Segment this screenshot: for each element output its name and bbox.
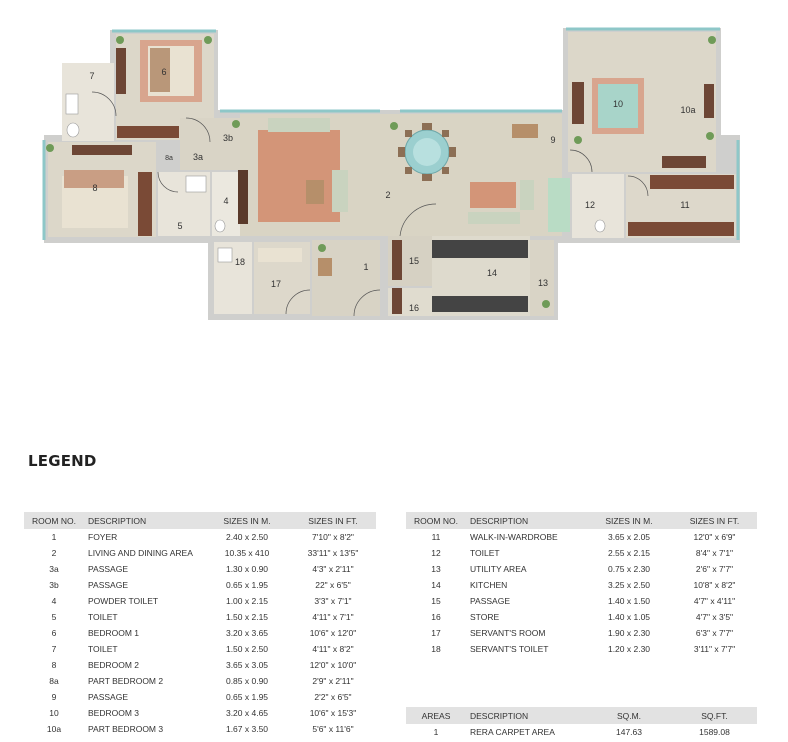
cell-size-ft: 4'11" x 7'1" (312, 612, 354, 622)
cell-size-m: 1.40 x 1.05 (607, 612, 651, 622)
cell-room-no: 10 (49, 708, 59, 718)
cell-room-no: 4 (51, 596, 57, 606)
cell-size-m: 147.63 (616, 727, 642, 737)
room-label: 11 (680, 200, 690, 210)
cell-description: PASSAGE (470, 596, 510, 606)
room-label: 15 (408, 256, 420, 266)
cell-room-no: 5 (51, 612, 57, 622)
room-label: 10 (612, 99, 624, 109)
room-label: 8 (92, 183, 98, 193)
cell-size-ft: 4'7" x 4'11" (693, 596, 736, 606)
cell-room-no: 10a (46, 724, 62, 734)
header-sizes-m: SIZES IN M. (204, 512, 290, 529)
room-table-left (24, 512, 376, 737)
cell-size-m: 0.65 x 1.95 (225, 580, 269, 590)
cell-size-m: 10.35 x 410 (224, 548, 270, 558)
table-row (24, 689, 376, 705)
room-table-left-body (24, 529, 376, 737)
cell-size-ft: 2'6" x 7'7" (695, 564, 734, 574)
cell-description: TOILET (88, 612, 118, 622)
cell-description: STORE (470, 612, 500, 622)
table-row (24, 721, 376, 737)
room-label: 2 (385, 190, 391, 200)
table-header-row (24, 512, 376, 529)
cell-description: BEDROOM 3 (88, 708, 140, 718)
table-row (24, 561, 376, 577)
room-table-right (406, 512, 757, 657)
cell-description: TOILET (470, 548, 500, 558)
table-row (24, 529, 376, 545)
cell-size-m: 0.65 x 1.95 (225, 692, 269, 702)
cell-size-ft: 4'11" x 8'2" (312, 644, 354, 654)
cell-room-no: 8 (51, 660, 57, 670)
table-row (406, 724, 757, 740)
cell-size-ft: 10'8" x 8'2" (693, 580, 736, 590)
room-label: 12 (584, 200, 596, 210)
cell-size-m: 1.40 x 1.50 (607, 596, 651, 606)
cell-size-m: 1.30 x 0.90 (225, 564, 269, 574)
cell-room-no: 3a (49, 564, 59, 574)
table-row (406, 593, 757, 609)
cell-description: SERVANT'S ROOM (470, 628, 546, 638)
cell-size-ft: 10'6" x 15'3" (309, 708, 357, 718)
cell-size-m: 1.00 x 2.15 (225, 596, 269, 606)
cell-size-m: 1.50 x 2.50 (225, 644, 269, 654)
room-label: 17 (270, 279, 282, 289)
cell-size-m: 1.90 x 2.30 (607, 628, 651, 638)
room-label: 3b (222, 133, 234, 143)
cell-room-no: 1 (433, 727, 439, 737)
cell-description: KITCHEN (470, 580, 508, 590)
table-row (406, 625, 757, 641)
cell-size-ft: 33'11" x 13'5" (307, 548, 359, 558)
room-label: 14 (486, 268, 498, 278)
cell-size-m: 0.85 x 0.90 (225, 676, 269, 686)
cell-room-no: 15 (431, 596, 441, 606)
cell-room-no: 17 (431, 628, 441, 638)
cell-room-no: 11 (431, 532, 441, 542)
cell-room-no: 18 (431, 644, 441, 654)
cell-description: PASSAGE (88, 692, 128, 702)
cell-size-ft: 12'0" x 10'0" (309, 660, 357, 670)
cell-room-no: 7 (51, 644, 57, 654)
room-label: 6 (161, 67, 167, 77)
cell-room-no: 1 (51, 532, 57, 542)
cell-size-ft: 4'7" x 3'5" (695, 612, 734, 622)
cell-size-m: 2.40 x 2.50 (225, 532, 269, 542)
cell-description: UTILITY AREA (470, 564, 527, 574)
room-label: 8a (165, 155, 173, 162)
table-row (406, 577, 757, 593)
table-row (406, 529, 757, 545)
cell-size-ft: 7'10" x 8'2" (312, 532, 354, 542)
cell-size-m: 0.75 x 2.30 (607, 564, 651, 574)
table-row (406, 545, 757, 561)
cell-size-m: 1.67 x 3.50 (225, 724, 269, 734)
areas-table (406, 707, 757, 740)
cell-room-no: 2 (51, 548, 57, 558)
header-sizes-ft: SIZES IN FT. (672, 512, 757, 529)
cell-room-no: 12 (431, 548, 441, 558)
room-label: 9 (550, 135, 556, 145)
header-description: DESCRIPTION (466, 707, 586, 724)
cell-description: PASSAGE (88, 580, 128, 590)
cell-size-ft: 12'0" x 6'9" (693, 532, 736, 542)
table-row (24, 545, 376, 561)
cell-room-no: 3b (49, 580, 59, 590)
room-label: 7 (89, 71, 95, 81)
cell-description: LIVING AND DINING AREA (88, 548, 193, 558)
cell-size-m: 3.25 x 2.50 (607, 580, 651, 590)
cell-description: PART BEDROOM 2 (88, 676, 164, 686)
room-label: 1 (363, 262, 369, 272)
cell-size-ft: 2'9" x 2'11" (312, 676, 354, 686)
header-description: DESCRIPTION (84, 512, 204, 529)
cell-room-no: 16 (431, 612, 441, 622)
room-label: 18 (234, 257, 246, 267)
cell-size-ft: 10'6" x 12'0" (309, 628, 357, 638)
cell-size-m: 3.20 x 3.65 (225, 628, 269, 638)
legend-title: LEGEND (28, 452, 97, 470)
table-row (406, 561, 757, 577)
room-label: 13 (537, 278, 549, 288)
room-label: 16 (408, 303, 420, 313)
table-row (24, 593, 376, 609)
cell-description: SERVANT'S TOILET (470, 644, 549, 654)
room-label: 3a (192, 152, 204, 162)
cell-size-m: 1.20 x 2.30 (607, 644, 651, 654)
table-row (24, 641, 376, 657)
header-areas: AREAS (406, 707, 466, 724)
cell-room-no: 13 (431, 564, 441, 574)
cell-description: PASSAGE (88, 564, 128, 574)
table-row (24, 609, 376, 625)
header-sizes-m: SIZES IN M. (586, 512, 672, 529)
cell-room-no: 6 (51, 628, 57, 638)
header-sq-m: SQ.M. (586, 707, 672, 724)
cell-description: TOILET (88, 644, 118, 654)
cell-size-ft: 6'3" x 7'7" (695, 628, 734, 638)
header-room-no: ROOM NO. (24, 512, 84, 529)
cell-description: RERA CARPET AREA (470, 727, 555, 737)
cell-room-no: 8a (49, 676, 59, 686)
header-sq-ft: SQ.FT. (672, 707, 757, 724)
table-row (24, 625, 376, 641)
header-sizes-ft: SIZES IN FT. (290, 512, 376, 529)
cell-description: POWDER TOILET (88, 596, 159, 606)
areas-table-body (406, 724, 757, 740)
cell-description: PART BEDROOM 3 (88, 724, 164, 734)
room-table-right-body (406, 529, 757, 657)
table-row (406, 609, 757, 625)
cell-description: BEDROOM 2 (88, 660, 140, 670)
table-row (406, 641, 757, 657)
cell-size-m: 1.50 x 2.15 (225, 612, 269, 622)
cell-size-ft: 1589.08 (699, 727, 730, 737)
cell-size-ft: 8'4" x 7'1" (695, 548, 734, 558)
cell-room-no: 9 (51, 692, 57, 702)
room-label: 4 (223, 196, 229, 206)
cell-room-no: 14 (431, 580, 441, 590)
cell-description: BEDROOM 1 (88, 628, 140, 638)
table-header-row (406, 707, 757, 724)
cell-size-m: 2.55 x 2.15 (607, 548, 651, 558)
table-row (24, 577, 376, 593)
cell-size-m: 3.65 x 3.05 (225, 660, 269, 670)
header-room-no: ROOM NO. (406, 512, 466, 529)
cell-size-m: 3.20 x 4.65 (225, 708, 269, 718)
cell-size-ft: 4'3" x 2'11" (312, 564, 354, 574)
cell-size-ft: 3'11" x 7'7" (693, 644, 736, 654)
cell-size-ft: 5'6" x 11'6" (312, 724, 354, 734)
cell-size-m: 3.65 x 2.05 (607, 532, 651, 542)
header-description: DESCRIPTION (466, 512, 586, 529)
cell-description: WALK-IN-WARDROBE (470, 532, 558, 542)
table-header-row (406, 512, 757, 529)
floor-plan (0, 0, 788, 330)
cell-size-ft: 3'3" x 7'1" (314, 596, 352, 606)
cell-size-ft: 2'2" x 6'5" (314, 692, 352, 702)
room-label: 10a (680, 105, 696, 115)
cell-description: FOYER (88, 532, 118, 542)
table-row (24, 657, 376, 673)
cell-size-ft: 22" x 6'5" (315, 580, 351, 590)
table-row (24, 705, 376, 721)
table-row (24, 673, 376, 689)
room-label: 5 (177, 221, 183, 231)
